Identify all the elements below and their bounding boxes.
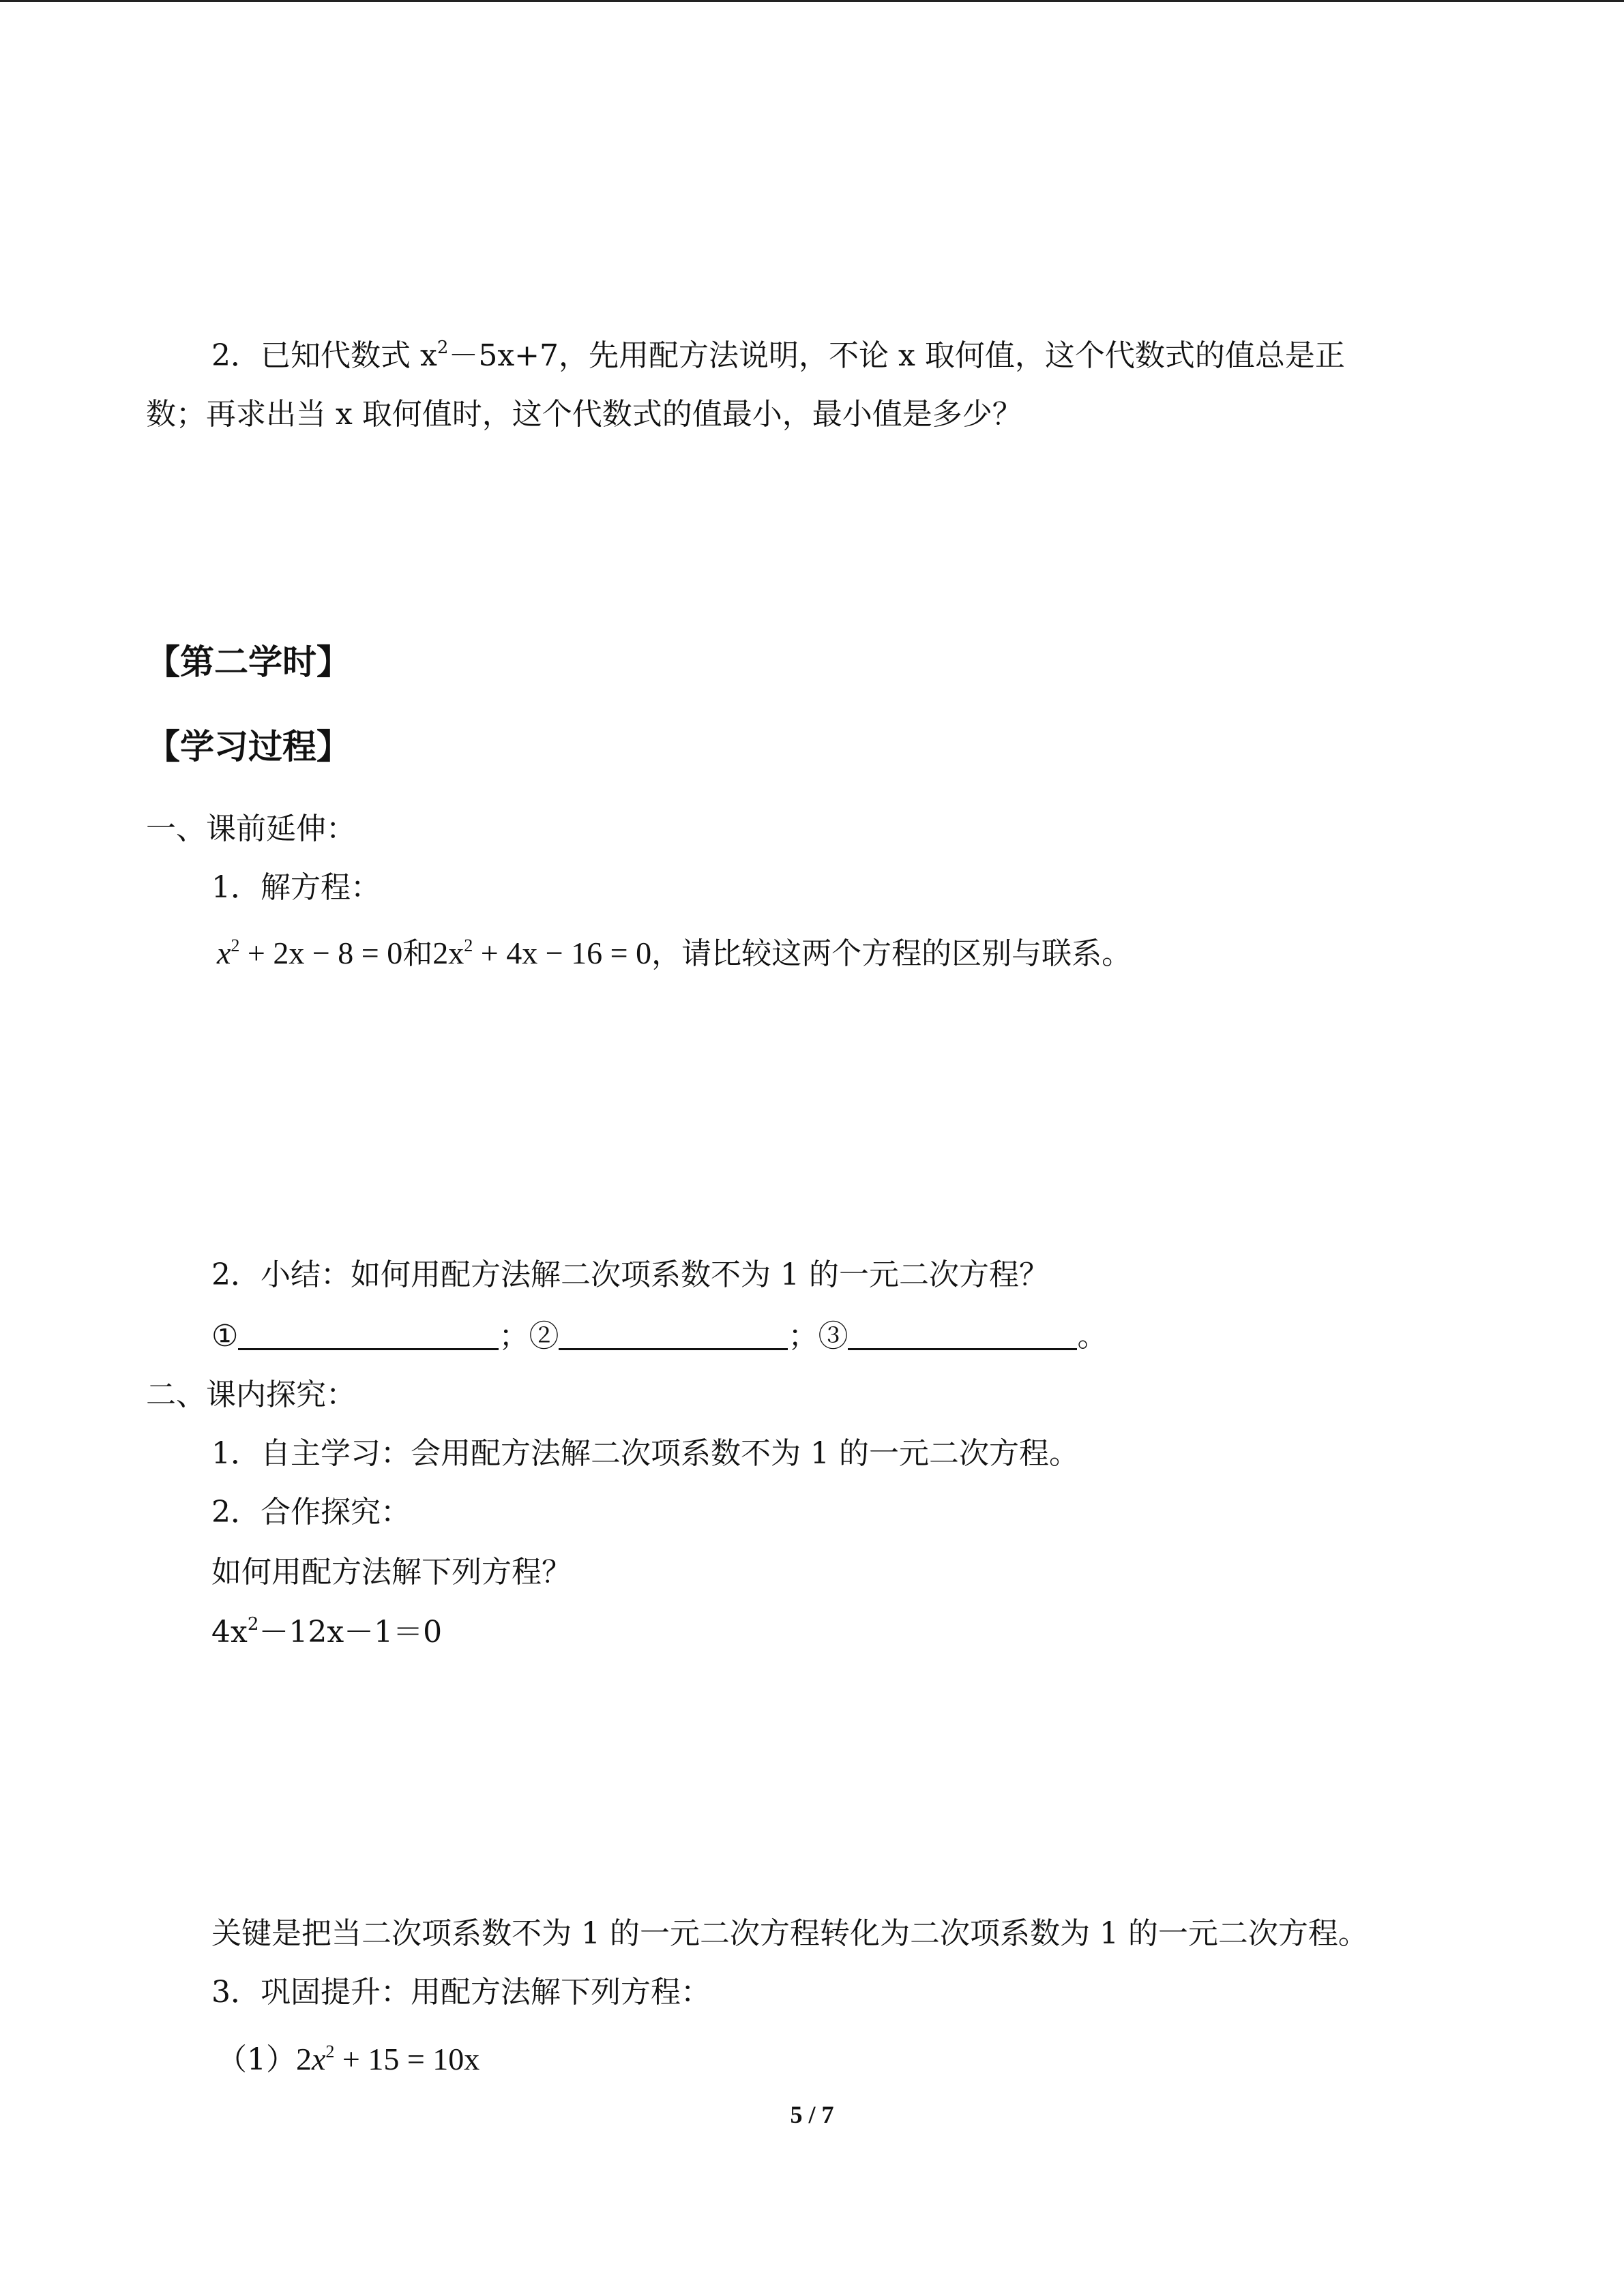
section-2-equation-pre: 4x	[211, 1615, 248, 1650]
problem-2-text-post: －5x+7，先用配方法说明，不论 x 取何值，这个代数式的值总是正	[448, 338, 1345, 373]
section-1-item-2: 2．小结：如何用配方法解二次项系数不为 1 的一元二次方程？	[211, 1257, 1049, 1292]
page-number: 5 / 7	[790, 2101, 834, 2128]
and-word: 和	[402, 936, 433, 971]
equation-1-var: x	[217, 936, 231, 970]
equation-1	[217, 936, 402, 970]
equation-1-rest: + 2x − 8 = 0	[239, 936, 403, 970]
problem-2-line-1	[211, 336, 1345, 376]
exercise-1-rest: + 15 = 10x	[334, 2042, 480, 2076]
section-1-equations-line	[217, 933, 1132, 974]
section-1-item-1-label: 1．解方程：	[211, 870, 381, 905]
exercise-1-var: x	[312, 2042, 326, 2076]
blank-label-end: 。	[1077, 1319, 1108, 1354]
problem-2-exponent: 2	[437, 338, 449, 358]
answer-blank-1[interactable]	[238, 1317, 499, 1350]
key-point: 关键是把当二次项系数不为 1 的一元二次方程转化为二次项系数为 1 的一元二次方程。	[211, 1916, 1368, 1951]
equation-2-exponent: 2	[464, 936, 473, 955]
section-2-item-2: 2．合作探究：	[211, 1495, 411, 1530]
equation-2	[432, 936, 651, 970]
equation-2-term: 2x	[432, 936, 464, 970]
section-2-question: 如何用配方法解下列方程？	[211, 1555, 572, 1590]
section-2-equation-post: －12x－1＝0	[259, 1615, 443, 1650]
section-2-equation-exponent: 2	[247, 1614, 259, 1635]
section-1-title: 一、课前延伸：	[146, 811, 356, 846]
answer-blank-2[interactable]	[559, 1317, 788, 1350]
exercise-1	[217, 2039, 479, 2081]
blank-label-1: ①	[211, 1319, 239, 1354]
equation-2-rest: + 4x − 16 = 0	[473, 936, 652, 970]
section-2-equation	[211, 1612, 442, 1653]
blank-label-2: ；②	[499, 1319, 559, 1354]
blank-label-3: ；③	[788, 1319, 848, 1354]
answer-blank-3[interactable]	[848, 1317, 1077, 1350]
heading-process: 【学习过程】	[146, 727, 351, 766]
section-1-item-1-tail: ，请比较这两个方程的区别与联系。	[651, 936, 1132, 971]
heading-lesson: 【第二学时】	[146, 642, 351, 682]
section-2-item-1: 1．自主学习：会用配方法解二次项系数不为 1 的一元二次方程。	[211, 1436, 1079, 1471]
exercise-1-equation	[296, 2042, 479, 2076]
problem-2-number: 2．	[211, 338, 261, 373]
exercise-1-exponent: 2	[325, 2042, 335, 2061]
equation-1-exponent: 2	[231, 936, 240, 955]
exercise-1-label: （1）	[217, 2042, 296, 2077]
page-top-border	[0, 0, 1624, 2]
problem-2-text-pre: 已知代数式 x	[261, 338, 437, 373]
section-2-title: 二、课内探究：	[146, 1377, 356, 1412]
exercise-1-coef: 2	[296, 2042, 312, 2076]
problem-2-line-2: 数；再求出当 x 取何值时，这个代数式的值最小，最小值是多少？	[146, 397, 1022, 432]
section-2-item-3: 3．巩固提升：用配方法解下列方程：	[211, 1975, 711, 2010]
summary-blanks-line	[211, 1316, 1107, 1357]
